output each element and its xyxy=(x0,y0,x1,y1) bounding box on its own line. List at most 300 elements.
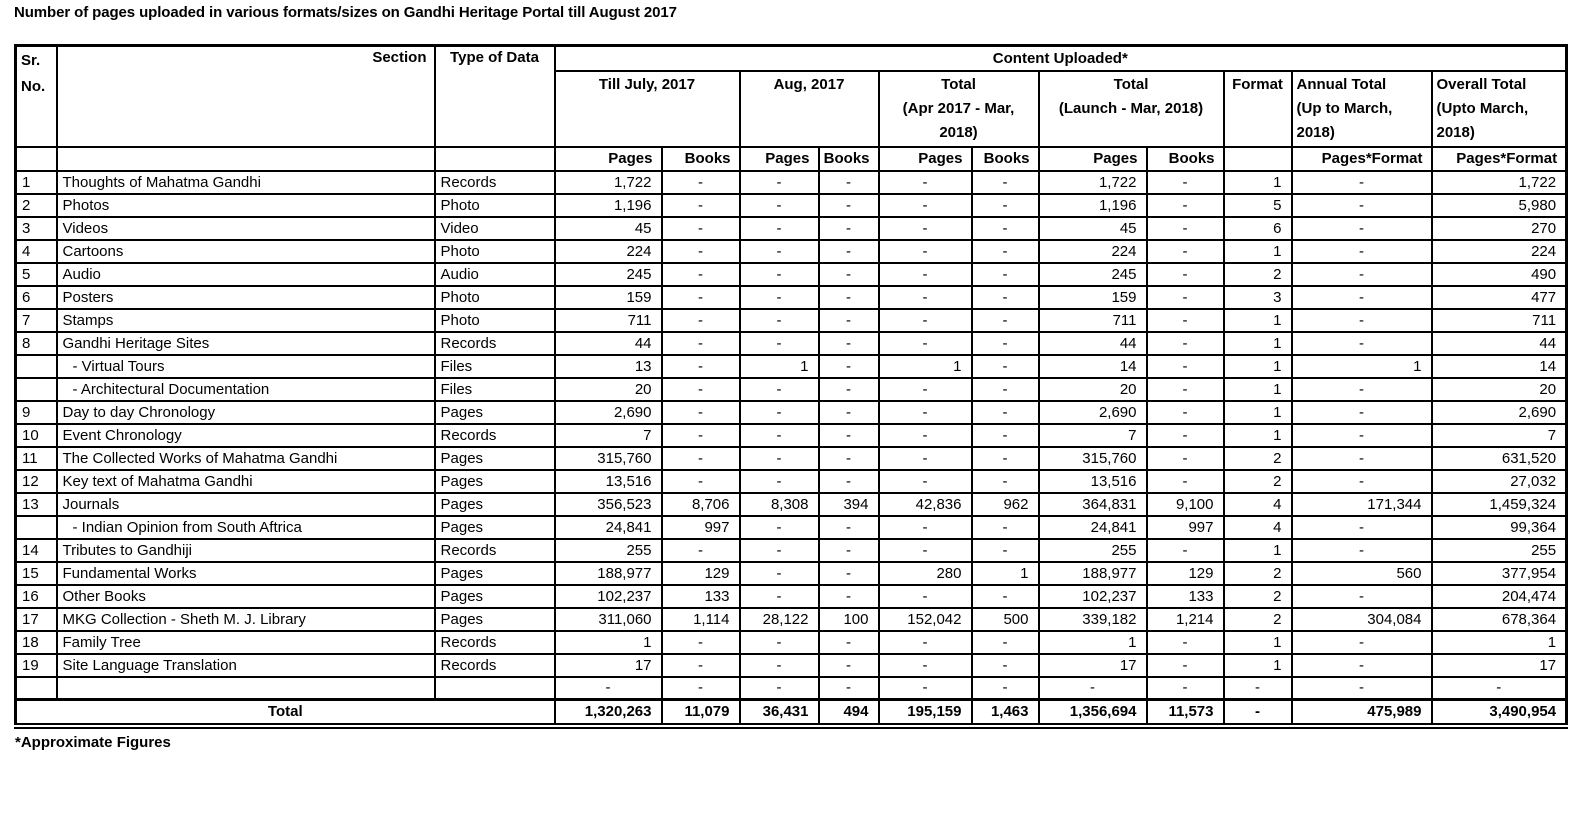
cell-value: - xyxy=(819,470,879,493)
cell-section: Event Chronology xyxy=(57,424,435,447)
cell-sr-no: 7 xyxy=(16,309,57,332)
cell-value: - xyxy=(1292,677,1432,700)
cell-type-of-data: Pages xyxy=(435,585,555,608)
cell-value: - xyxy=(662,309,740,332)
cell-value: 20 xyxy=(1432,378,1567,401)
cell-value: - xyxy=(972,309,1039,332)
cell-value: 315,760 xyxy=(1039,447,1147,470)
cell-value: - xyxy=(879,286,972,309)
cell-value: - xyxy=(819,516,879,539)
cell-type-of-data: Files xyxy=(435,355,555,378)
subheader-books: Books xyxy=(972,147,1039,171)
cell-value: - xyxy=(819,171,879,194)
cell-value: - xyxy=(819,631,879,654)
table-row xyxy=(16,677,1567,700)
cell-sr-no: 5 xyxy=(16,263,57,286)
cell-value: - xyxy=(972,516,1039,539)
cell-section: Tributes to Gandhiji xyxy=(57,539,435,562)
cell-value: - xyxy=(972,286,1039,309)
header-group-line: Annual Total xyxy=(1296,75,1387,93)
cell-value: 1 xyxy=(1224,654,1292,677)
footnote: *Approximate Figures xyxy=(15,733,171,751)
table-row xyxy=(16,240,1567,263)
cell-value: 311,060 xyxy=(555,608,662,631)
cell-value: 678,364 xyxy=(1432,608,1567,631)
cell-value: - xyxy=(879,654,972,677)
cell-sr-no: 3 xyxy=(16,217,57,240)
cell-sr-no: 19 xyxy=(16,654,57,677)
cell-value: 133 xyxy=(1147,585,1224,608)
cell-value: 44 xyxy=(1432,332,1567,355)
subheader-pages: Pages xyxy=(555,147,662,171)
cell-value: 45 xyxy=(1039,217,1147,240)
cell-value: - xyxy=(740,309,819,332)
cell-sr-no: 10 xyxy=(16,424,57,447)
cell-value: - xyxy=(819,677,879,700)
cell-value: 1 xyxy=(879,355,972,378)
cell-section: - Architectural Documentation xyxy=(57,378,435,401)
cell-value: - xyxy=(1147,424,1224,447)
cell-value: - xyxy=(972,378,1039,401)
cell-value: 1 xyxy=(1224,401,1292,424)
cell-value: - xyxy=(1147,470,1224,493)
cell-value: 1,196 xyxy=(555,194,662,217)
cell-value: - xyxy=(662,654,740,677)
cell-value: - xyxy=(555,677,662,700)
cell-value: - xyxy=(662,171,740,194)
cell-value: 356,523 xyxy=(555,493,662,516)
cell-type-of-data: Records xyxy=(435,424,555,447)
cell-value: - xyxy=(879,332,972,355)
cell-value: 2 xyxy=(1224,585,1292,608)
cell-value: - xyxy=(1147,194,1224,217)
cell-value: 2 xyxy=(1224,470,1292,493)
cell-value: - xyxy=(972,470,1039,493)
total-value: 494 xyxy=(819,700,879,726)
cell-value: 2 xyxy=(1224,608,1292,631)
header-group-line: Total xyxy=(1113,75,1149,93)
cell-sr-no xyxy=(16,677,57,700)
total-row xyxy=(16,700,1567,726)
cell-sr-no: 9 xyxy=(16,401,57,424)
cell-type-of-data: Photo xyxy=(435,309,555,332)
cell-value: - xyxy=(740,677,819,700)
cell-value: - xyxy=(819,217,879,240)
header-group-line: Overall Total xyxy=(1436,75,1527,93)
total-value: 1,463 xyxy=(972,700,1039,726)
cell-type-of-data: Pages xyxy=(435,608,555,631)
cell-value: 315,760 xyxy=(555,447,662,470)
cell-value: - xyxy=(740,424,819,447)
table-row xyxy=(16,401,1567,424)
header-sr-no xyxy=(16,46,57,147)
cell-value: 100 xyxy=(819,608,879,631)
cell-value: 1,196 xyxy=(1039,194,1147,217)
total-value: 1,356,694 xyxy=(1039,700,1147,726)
header-type-of-data: Type of Data xyxy=(435,46,555,147)
cell-sr-no: 18 xyxy=(16,631,57,654)
cell-value: - xyxy=(879,585,972,608)
cell-value: - xyxy=(1292,332,1432,355)
cell-value: 1 xyxy=(740,355,819,378)
header-group-line: 2018) xyxy=(939,123,978,141)
cell-value: 1 xyxy=(1224,378,1292,401)
cell-type-of-data: Pages xyxy=(435,470,555,493)
cell-value: - xyxy=(879,470,972,493)
cell-value: 711 xyxy=(1432,309,1567,332)
cell-value: - xyxy=(879,677,972,700)
cell-section: Key text of Mahatma Gandhi xyxy=(57,470,435,493)
cell-value: - xyxy=(819,585,879,608)
cell-value: - xyxy=(819,286,879,309)
cell-type-of-data: Video xyxy=(435,217,555,240)
header-overall-total xyxy=(1432,71,1567,147)
cell-value: - xyxy=(972,447,1039,470)
table-row xyxy=(16,355,1567,378)
total-value: 475,989 xyxy=(1292,700,1432,726)
cell-section: Thoughts of Mahatma Gandhi xyxy=(57,171,435,194)
cell-value: 5 xyxy=(1224,194,1292,217)
total-value: 1,320,263 xyxy=(555,700,662,726)
cell-value: 27,032 xyxy=(1432,470,1567,493)
cell-value: 133 xyxy=(662,585,740,608)
cell-value: - xyxy=(740,447,819,470)
cell-value: - xyxy=(1292,585,1432,608)
cell-type-of-data: Records xyxy=(435,539,555,562)
page-title: Number of pages uploaded in various formats/sizes on Gandhi Heritage Portal till August 2017 xyxy=(14,4,677,21)
cell-value: 4 xyxy=(1224,493,1292,516)
cell-sr-no: 2 xyxy=(16,194,57,217)
cell-value: 188,977 xyxy=(555,562,662,585)
cell-value: 171,344 xyxy=(1292,493,1432,516)
cell-value: 13 xyxy=(555,355,662,378)
cell-value: - xyxy=(1147,539,1224,562)
cell-sr-no: 4 xyxy=(16,240,57,263)
header-aug-2017 xyxy=(740,71,879,147)
cell-value: - xyxy=(740,263,819,286)
cell-value: 224 xyxy=(1039,240,1147,263)
cell-value: 13,516 xyxy=(555,470,662,493)
total-value: 11,079 xyxy=(662,700,740,726)
cell-value: - xyxy=(662,447,740,470)
table-row xyxy=(16,470,1567,493)
cell-value: 204,474 xyxy=(1432,585,1567,608)
cell-value: - xyxy=(972,332,1039,355)
cell-value: 1 xyxy=(1224,631,1292,654)
cell-type-of-data: Records xyxy=(435,631,555,654)
cell-value: 24,841 xyxy=(1039,516,1147,539)
cell-value: - xyxy=(1147,332,1224,355)
table-row xyxy=(16,516,1567,539)
table-row xyxy=(16,286,1567,309)
header-blank xyxy=(16,147,57,171)
cell-value: 997 xyxy=(662,516,740,539)
cell-value: - xyxy=(819,401,879,424)
cell-value: 1,114 xyxy=(662,608,740,631)
cell-value: 2 xyxy=(1224,447,1292,470)
cell-section: Gandhi Heritage Sites xyxy=(57,332,435,355)
cell-sr-no: 8 xyxy=(16,332,57,355)
cell-section: Cartoons xyxy=(57,240,435,263)
cell-value: 339,182 xyxy=(1039,608,1147,631)
cell-section: - Virtual Tours xyxy=(57,355,435,378)
cell-value: 1 xyxy=(1039,631,1147,654)
cell-value: 42,836 xyxy=(879,493,972,516)
cell-value: - xyxy=(819,378,879,401)
cell-sr-no xyxy=(16,378,57,401)
table-body xyxy=(16,171,1567,726)
cell-type-of-data: Pages xyxy=(435,493,555,516)
cell-value: 2 xyxy=(1224,263,1292,286)
cell-value: 394 xyxy=(819,493,879,516)
cell-sr-no: 15 xyxy=(16,562,57,585)
cell-value: - xyxy=(662,286,740,309)
cell-value: - xyxy=(1147,286,1224,309)
table-row xyxy=(16,562,1567,585)
cell-value: 2,690 xyxy=(1039,401,1147,424)
cell-value: - xyxy=(1432,677,1567,700)
cell-value: 17 xyxy=(1432,654,1567,677)
cell-type-of-data: Records xyxy=(435,332,555,355)
cell-value: 7 xyxy=(555,424,662,447)
cell-section: The Collected Works of Mahatma Gandhi xyxy=(57,447,435,470)
cell-value: 24,841 xyxy=(555,516,662,539)
cell-value: - xyxy=(1292,447,1432,470)
cell-value: - xyxy=(662,424,740,447)
subheader-pages: Pages xyxy=(1039,147,1147,171)
cell-value: - xyxy=(1147,309,1224,332)
cell-value: - xyxy=(1224,677,1292,700)
header-till-july-2017 xyxy=(555,71,740,147)
cell-value: - xyxy=(662,240,740,263)
cell-value: - xyxy=(740,401,819,424)
cell-value: 17 xyxy=(555,654,662,677)
cell-value: - xyxy=(879,263,972,286)
cell-type-of-data: Pages xyxy=(435,401,555,424)
cell-value: - xyxy=(879,171,972,194)
cell-value: 2,690 xyxy=(555,401,662,424)
total-value: 11,573 xyxy=(1147,700,1224,726)
cell-value: 159 xyxy=(1039,286,1147,309)
cell-value: 102,237 xyxy=(555,585,662,608)
header-row-1 xyxy=(16,46,1567,71)
cell-value: 1 xyxy=(1224,309,1292,332)
cell-section: Stamps xyxy=(57,309,435,332)
cell-value: 245 xyxy=(555,263,662,286)
cell-value: - xyxy=(1147,355,1224,378)
cell-value: 377,954 xyxy=(1432,562,1567,585)
table-row xyxy=(16,631,1567,654)
cell-value: 255 xyxy=(1039,539,1147,562)
cell-sr-no: 14 xyxy=(16,539,57,562)
table-row xyxy=(16,585,1567,608)
cell-type-of-data: Photo xyxy=(435,286,555,309)
cell-value: - xyxy=(1147,401,1224,424)
cell-type-of-data: Pages xyxy=(435,447,555,470)
cell-value: 2 xyxy=(1224,562,1292,585)
cell-value: 1,459,324 xyxy=(1432,493,1567,516)
cell-value: 711 xyxy=(1039,309,1147,332)
total-value: 36,431 xyxy=(740,700,819,726)
cell-section: Day to day Chronology xyxy=(57,401,435,424)
subheader-pages: Pages xyxy=(740,147,819,171)
cell-section: Photos xyxy=(57,194,435,217)
table-row xyxy=(16,493,1567,516)
cell-value: 270 xyxy=(1432,217,1567,240)
cell-value: - xyxy=(662,263,740,286)
cell-section: Fundamental Works xyxy=(57,562,435,585)
cell-sr-no xyxy=(16,355,57,378)
cell-value: 4 xyxy=(1224,516,1292,539)
cell-value: - xyxy=(1292,378,1432,401)
cell-section: Posters xyxy=(57,286,435,309)
cell-value: 255 xyxy=(555,539,662,562)
cell-sr-no: 17 xyxy=(16,608,57,631)
cell-value: - xyxy=(740,654,819,677)
cell-value: 304,084 xyxy=(1292,608,1432,631)
cell-value: - xyxy=(1292,309,1432,332)
cell-value: - xyxy=(1147,171,1224,194)
cell-value: - xyxy=(740,378,819,401)
cell-value: 1 xyxy=(1224,240,1292,263)
cell-value: 44 xyxy=(555,332,662,355)
cell-value: - xyxy=(972,424,1039,447)
cell-value: - xyxy=(819,309,879,332)
cell-value: - xyxy=(879,516,972,539)
table-row xyxy=(16,263,1567,286)
cell-value: - xyxy=(1147,677,1224,700)
cell-value: - xyxy=(1147,447,1224,470)
cell-value: - xyxy=(972,401,1039,424)
table-row xyxy=(16,447,1567,470)
cell-value: - xyxy=(819,562,879,585)
total-value: - xyxy=(1224,700,1292,726)
content-uploaded-table xyxy=(14,44,1568,729)
header-group-line: (Launch - Mar, 2018) xyxy=(1058,99,1204,117)
cell-value: - xyxy=(1147,654,1224,677)
cell-value: 20 xyxy=(555,378,662,401)
table-row xyxy=(16,654,1567,677)
cell-value: - xyxy=(1147,217,1224,240)
header-content-uploaded: Content Uploaded* xyxy=(555,46,1567,71)
cell-value: 2,690 xyxy=(1432,401,1567,424)
cell-sr-no xyxy=(16,516,57,539)
cell-value: - xyxy=(972,585,1039,608)
header-section: Section xyxy=(57,46,435,147)
cell-value: - xyxy=(1292,240,1432,263)
header-group-line: 2018) xyxy=(1296,123,1335,141)
cell-value: 6 xyxy=(1224,217,1292,240)
cell-value: 500 xyxy=(972,608,1039,631)
cell-value: - xyxy=(819,355,879,378)
cell-value: - xyxy=(819,424,879,447)
cell-value: - xyxy=(1292,470,1432,493)
cell-value: - xyxy=(740,217,819,240)
header-annual-total xyxy=(1292,71,1432,147)
cell-sr-no: 1 xyxy=(16,171,57,194)
cell-value: 1 xyxy=(1224,424,1292,447)
cell-value: - xyxy=(972,217,1039,240)
header-sr-line2: No. xyxy=(21,78,46,95)
cell-value: - xyxy=(1147,378,1224,401)
cell-value: 631,520 xyxy=(1432,447,1567,470)
cell-value: - xyxy=(662,332,740,355)
cell-section: Family Tree xyxy=(57,631,435,654)
cell-value: - xyxy=(879,309,972,332)
header-blank xyxy=(435,147,555,171)
cell-value: - xyxy=(819,654,879,677)
total-value: 3,490,954 xyxy=(1432,700,1567,726)
header-group-line: (Upto March, xyxy=(1436,99,1529,117)
cell-value: - xyxy=(972,240,1039,263)
table-row xyxy=(16,608,1567,631)
table-row xyxy=(16,194,1567,217)
table-row xyxy=(16,539,1567,562)
cell-value: 1 xyxy=(1224,539,1292,562)
cell-value: - xyxy=(740,470,819,493)
cell-value: 280 xyxy=(879,562,972,585)
header-row-3 xyxy=(16,147,1567,171)
cell-type-of-data: Files xyxy=(435,378,555,401)
cell-value: - xyxy=(740,240,819,263)
cell-value: - xyxy=(662,539,740,562)
cell-value: - xyxy=(819,447,879,470)
cell-value: - xyxy=(879,401,972,424)
cell-value: 28,122 xyxy=(740,608,819,631)
cell-value: - xyxy=(1292,286,1432,309)
cell-value: 13,516 xyxy=(1039,470,1147,493)
cell-value: 1 xyxy=(1224,171,1292,194)
cell-value: - xyxy=(819,263,879,286)
cell-value: - xyxy=(879,424,972,447)
cell-section: Site Language Translation xyxy=(57,654,435,677)
cell-value: - xyxy=(740,539,819,562)
cell-value: - xyxy=(819,240,879,263)
cell-type-of-data: Pages xyxy=(435,516,555,539)
cell-value: - xyxy=(662,677,740,700)
cell-sr-no: 12 xyxy=(16,470,57,493)
cell-value: 245 xyxy=(1039,263,1147,286)
table-row xyxy=(16,217,1567,240)
cell-value: - xyxy=(1292,217,1432,240)
cell-value: - xyxy=(1039,677,1147,700)
cell-value: - xyxy=(740,631,819,654)
cell-section: MKG Collection - Sheth M. J. Library xyxy=(57,608,435,631)
cell-value: - xyxy=(740,585,819,608)
header-sr-line1: Sr. xyxy=(21,52,41,69)
cell-value: - xyxy=(972,263,1039,286)
cell-value: 8,706 xyxy=(662,493,740,516)
cell-value: 364,831 xyxy=(1039,493,1147,516)
cell-value: 188,977 xyxy=(1039,562,1147,585)
table-row xyxy=(16,309,1567,332)
cell-value: - xyxy=(1292,263,1432,286)
cell-value: 1,722 xyxy=(1039,171,1147,194)
cell-value: - xyxy=(972,654,1039,677)
header-blank xyxy=(57,147,435,171)
cell-value: 1 xyxy=(1292,355,1432,378)
cell-value: 224 xyxy=(1432,240,1567,263)
subheader-pages-format: Pages*Format xyxy=(1292,147,1432,171)
cell-value: - xyxy=(879,194,972,217)
cell-value: - xyxy=(662,378,740,401)
cell-value: 129 xyxy=(1147,562,1224,585)
cell-value: - xyxy=(662,217,740,240)
cell-type-of-data: Photo xyxy=(435,240,555,263)
subheader-books: Books xyxy=(662,147,740,171)
table-row xyxy=(16,171,1567,194)
cell-value: 102,237 xyxy=(1039,585,1147,608)
